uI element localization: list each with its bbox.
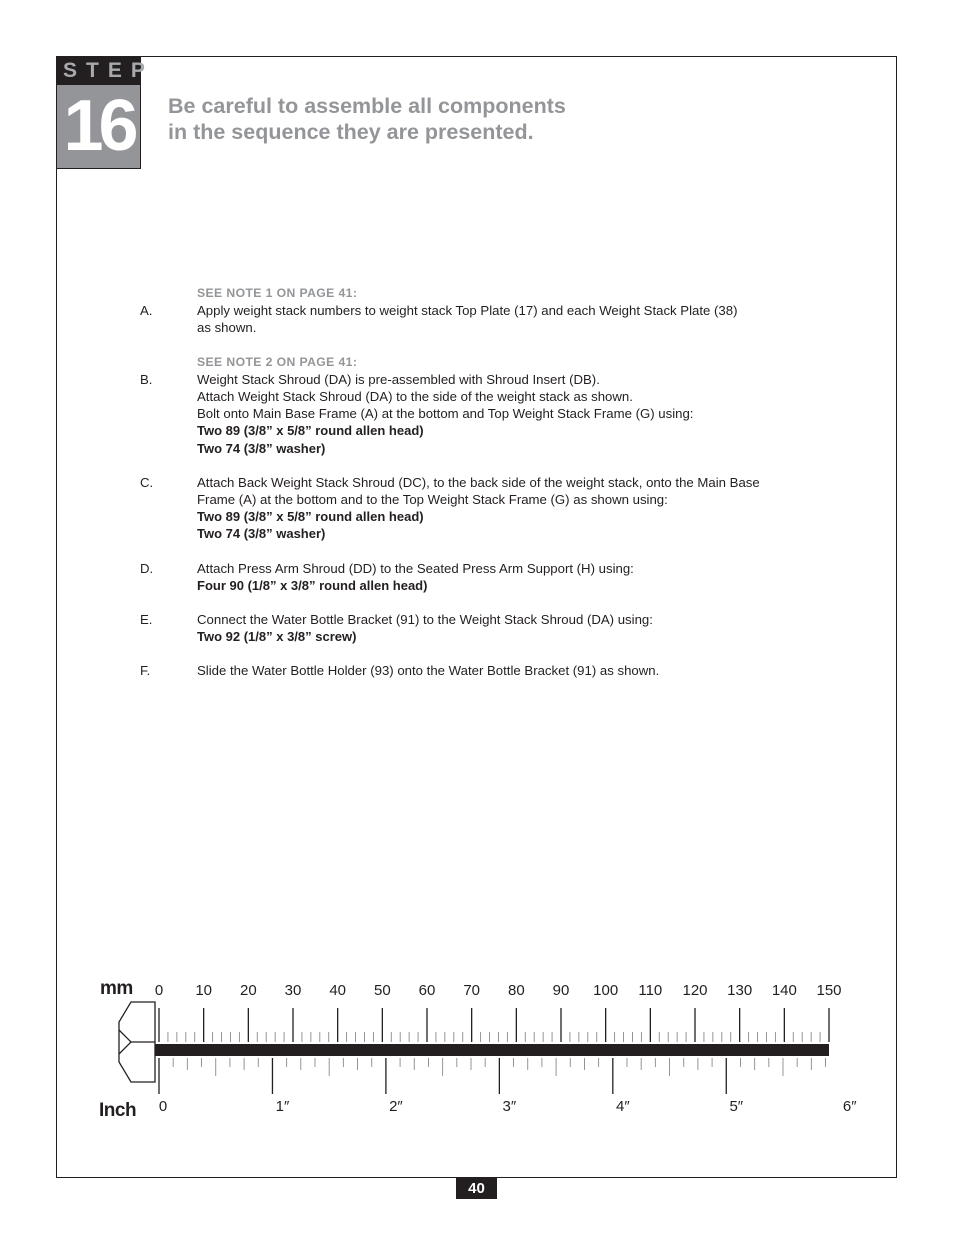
mm-label: 140 — [771, 982, 797, 999]
headline-line-2: in the sequence they are presented. — [168, 120, 534, 144]
inch-unit-label: Inch — [99, 1100, 137, 1121]
step-label: STEP — [57, 57, 140, 85]
inch-label: 6″ — [842, 1098, 857, 1115]
inch-label: 3″ — [502, 1098, 517, 1115]
instruction-step — [140, 611, 830, 645]
hardware-part: Two 74 (3/8” washer) — [197, 440, 326, 456]
page-number: 40 — [456, 1178, 497, 1199]
mm-label: 90 — [552, 982, 570, 999]
hardware-part: Two 92 (1/8” x 3/8” screw) — [197, 629, 357, 645]
mm-label: 70 — [463, 982, 481, 999]
hardware-part: Two 74 (3/8” washer) — [197, 526, 326, 542]
hardware-part: Two 89 (3/8” x 5/8” round allen head) — [197, 509, 424, 525]
inch-label: 4″ — [615, 1098, 630, 1115]
instruction-text: Attach Weight Stack Shroud (DA) to the side of the weight stack as shown. — [197, 389, 633, 405]
instruction-step — [140, 354, 830, 457]
instruction-body — [140, 302, 830, 336]
instruction-step — [140, 285, 830, 337]
mm-label: 130 — [727, 982, 753, 999]
instruction-step — [140, 662, 830, 679]
mm-label: 80 — [507, 982, 525, 999]
mm-unit-label: mm — [100, 978, 133, 999]
instruction-text: as shown. — [197, 320, 257, 336]
instruction-text: Attach Press Arm Shroud (DD) to the Seated Press Arm Support (H) using: — [197, 560, 634, 576]
inch-label: 2″ — [389, 1098, 403, 1115]
headline-line-1: Be careful to assemble all components — [168, 94, 566, 118]
step-number: 16 — [57, 85, 140, 168]
inch-label: 5″ — [729, 1098, 744, 1115]
instruction-body — [140, 611, 830, 645]
step-badge — [56, 56, 154, 169]
mm-label: 10 — [195, 982, 213, 999]
mm-label: 50 — [373, 982, 391, 999]
mm-label: 30 — [284, 982, 302, 999]
mm-label: 40 — [329, 982, 347, 999]
note-reference: SEE NOTE 1 ON PAGE 41: — [197, 286, 358, 300]
instruction-step — [140, 474, 830, 543]
instruction-body — [140, 662, 830, 679]
instruction-list — [140, 285, 830, 697]
mm-label: 0 — [154, 982, 164, 999]
hardware-part: Four 90 (1/8” x 3/8” round allen head) — [197, 577, 428, 593]
instruction-body — [140, 371, 830, 457]
mm-label: 100 — [593, 982, 619, 999]
mm-label: 150 — [816, 982, 842, 999]
page-headline — [168, 93, 808, 145]
measurement-scale — [95, 970, 855, 1130]
instruction-text: Connect the Water Bottle Bracket (91) to the Weight Stack Shroud (DA) using: — [197, 612, 653, 628]
mm-label: 120 — [682, 982, 708, 999]
instruction-text: Bolt onto Main Base Frame (A) at the bottom and Top Weight Stack Frame (G) using: — [197, 406, 694, 422]
instruction-text: Slide the Water Bottle Holder (93) onto the Water Bottle Bracket (91) as shown. — [197, 663, 660, 679]
bolt-shaft — [155, 1044, 829, 1056]
hardware-part: Two 89 (3/8” x 5/8” round allen head) — [197, 423, 424, 439]
inch-label: 0 — [158, 1098, 168, 1115]
mm-label: 20 — [239, 982, 257, 999]
step-letter: B. — [140, 371, 153, 387]
instruction-text: Attach Back Weight Stack Shroud (DC), to the back side of the weight stack, onto the Main Base — [197, 474, 760, 490]
step-letter: D. — [140, 560, 154, 576]
step-letter: A. — [140, 303, 153, 319]
step-letter: C. — [140, 474, 154, 490]
instruction-body — [140, 560, 830, 594]
step-letter: E. — [140, 612, 153, 628]
instruction-body — [140, 474, 830, 543]
mm-label: 60 — [418, 982, 436, 999]
inch-label: 1″ — [275, 1098, 290, 1115]
instruction-step — [140, 560, 830, 594]
mm-label: 110 — [638, 982, 663, 999]
instruction-text: Frame (A) at the bottom and to the Top Weight Stack Frame (G) as shown using: — [197, 492, 668, 508]
instruction-text: Apply weight stack numbers to weight stack Top Plate (17) and each Weight Stack Plate (38) — [197, 303, 738, 319]
step-letter: F. — [140, 663, 151, 679]
instruction-text: Weight Stack Shroud (DA) is pre-assembled with Shroud Insert (DB). — [197, 371, 600, 387]
note-reference: SEE NOTE 2 ON PAGE 41: — [197, 354, 358, 369]
